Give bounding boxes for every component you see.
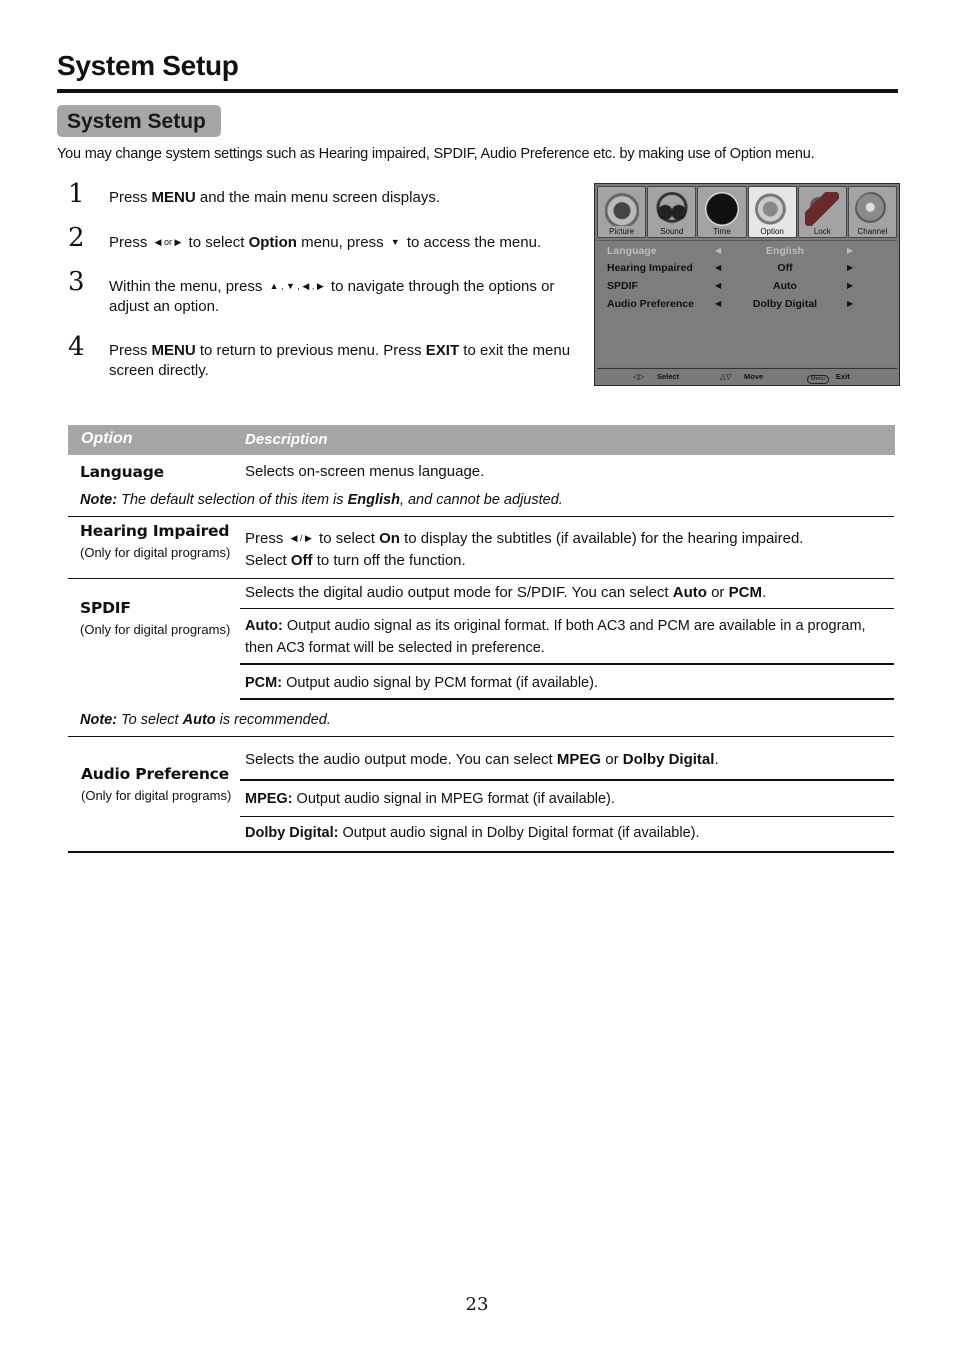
divider	[240, 779, 894, 781]
audio-dolby-description: Dolby Digital: Output audio signal in Dolby Digital format (if available).	[245, 825, 700, 841]
left-right-arrow-icon: ◀ or ▶	[154, 237, 182, 247]
tab-lock[interactable]: Lock	[798, 186, 847, 238]
tab-channel[interactable]: Channel	[848, 186, 897, 238]
tab-sound[interactable]: Sound	[647, 186, 696, 238]
left-arrow-icon: ◀	[715, 281, 722, 290]
spdif-auto-description: Auto: Output audio signal as its original format. If both AC3 and PCM are available in a program, then AC3 format will be selected in preference.	[245, 618, 866, 656]
divider	[68, 736, 894, 737]
globe-icon	[855, 192, 889, 226]
menu-footer: ◁▷ Select △▽ Move Menu Exit	[597, 368, 897, 383]
audio-mpeg-description: MPEG: Output audio signal in MPEG format (if available).	[245, 791, 615, 807]
option-menu-panel	[597, 240, 897, 366]
spdif-description: Selects the digital audio output mode for S/PDIF. You can select Auto or PCM.	[245, 584, 767, 601]
hearing-impaired-description: Press ◀ / ▶ to select On to display the subtitles (if available) for the hearing impaired. Select Off to turn off the function.	[245, 527, 890, 572]
menu-row-hearing-impaired[interactable]: Hearing Impaired ◀ Off ▶	[607, 262, 854, 274]
step-number: 2	[68, 223, 85, 253]
move-keys-icon: △▽	[720, 372, 732, 381]
title-rule	[57, 89, 898, 93]
tab-time[interactable]: Time	[697, 186, 746, 238]
section-title: System Setup	[57, 105, 221, 137]
divider	[240, 663, 894, 665]
audio-preference-description: Selects the audio output mode. You can select MPEG or Dolby Digital.	[245, 751, 719, 768]
language-note: Note: The default selection of this item is English, and cannot be adjusted.	[80, 492, 563, 508]
right-arrow-icon: ▶	[847, 263, 854, 272]
option-note: (Only for digital programs)	[80, 545, 231, 560]
tab-option[interactable]: Option	[748, 186, 797, 238]
clock-icon	[705, 192, 739, 226]
option-spdif: SPDIF	[80, 599, 131, 617]
step-number: 3	[68, 267, 85, 297]
right-arrow-icon: ▶	[847, 246, 854, 255]
page-title: System Setup	[57, 50, 239, 81]
option-language: Language	[80, 463, 164, 481]
divider	[68, 516, 894, 517]
camera-icon	[605, 192, 639, 226]
column-header-description: Description	[245, 431, 328, 448]
select-keys-icon: ◁▷	[633, 372, 645, 381]
intro-text: You may change system settings such as Hearing impaired, SPDIF, Audio Preference etc. by making use of Option menu.	[57, 146, 815, 162]
option-note: (Only for digital programs)	[81, 788, 232, 803]
gear-icon	[755, 192, 789, 226]
direction-arrows-icon: ▲ , ▼ , ◀ , ▶	[269, 281, 324, 291]
column-header-option: Option	[81, 430, 133, 447]
lock-icon	[805, 192, 839, 226]
option-hearing-impaired: Hearing Impaired	[80, 522, 230, 540]
spdif-pcm-description: PCM: Output audio signal by PCM format (if available).	[245, 675, 598, 691]
language-description: Selects on-screen menus language.	[245, 463, 485, 480]
option-note: (Only for digital programs)	[80, 622, 231, 637]
step-number: 4	[68, 332, 85, 362]
menu-key-icon: Menu	[807, 375, 829, 384]
tv-menu-screenshot	[594, 183, 900, 386]
left-arrow-icon: ◀	[715, 299, 722, 308]
spdif-note: Note: To select Auto is recommended.	[80, 712, 331, 728]
left-arrow-icon: ◀	[715, 263, 722, 272]
divider	[240, 608, 894, 609]
left-arrow-icon: ◀	[715, 246, 722, 255]
divider	[68, 578, 894, 579]
left-right-arrow-icon: ◀ / ▶	[290, 533, 312, 543]
tab-picture[interactable]: Picture	[597, 186, 646, 238]
divider	[240, 698, 894, 700]
right-arrow-icon: ▶	[847, 281, 854, 290]
table-bottom-rule	[68, 851, 894, 853]
menu-tabs	[597, 186, 897, 238]
menu-row-language[interactable]: Language ◀ English ▶	[607, 245, 854, 257]
table-header	[68, 425, 895, 455]
right-arrow-icon: ▶	[847, 299, 854, 308]
step-number: 1	[68, 179, 85, 209]
headphones-icon	[655, 192, 689, 226]
menu-row-spdif[interactable]: SPDIF ◀ Auto ▶	[607, 280, 854, 292]
page-number: 23	[465, 1294, 489, 1315]
option-audio-preference: Audio Preference	[81, 765, 229, 783]
divider	[240, 816, 894, 817]
down-arrow-icon: ▼	[390, 237, 400, 247]
menu-row-audio-preference[interactable]: Audio Preference ◀ Dolby Digital ▶	[607, 298, 854, 310]
